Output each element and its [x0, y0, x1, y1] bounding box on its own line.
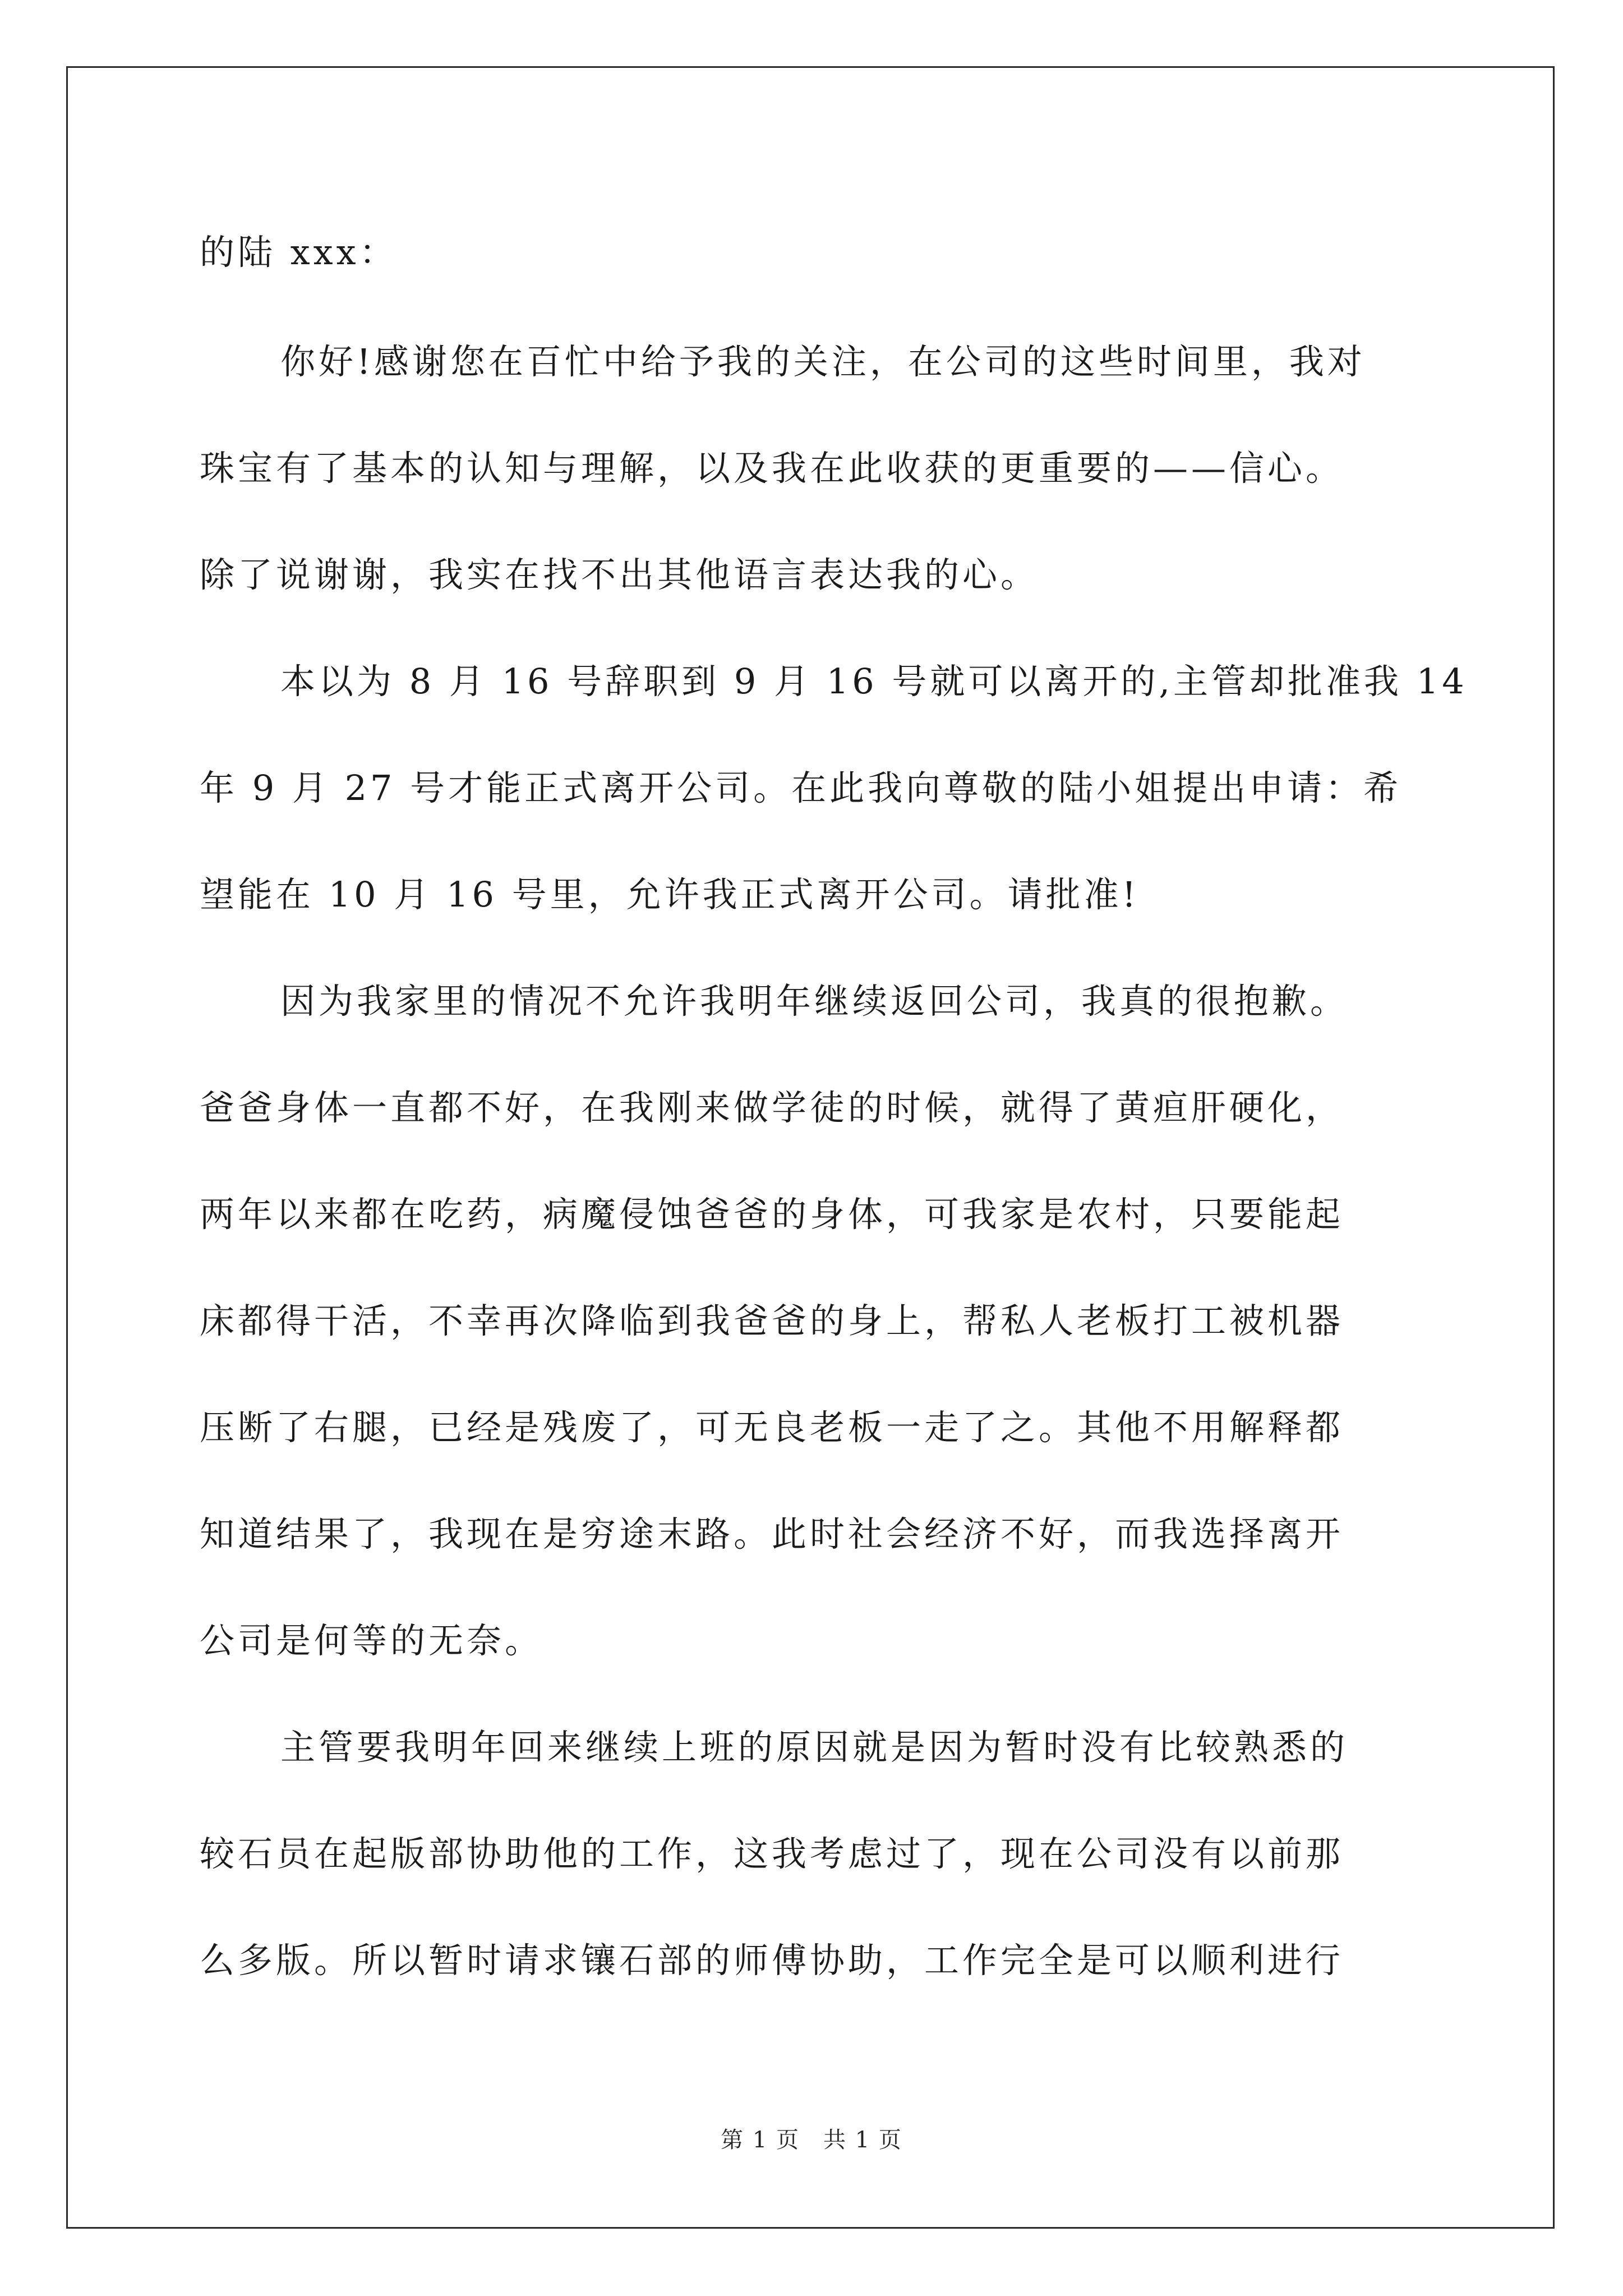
- paragraph-line: 本以为 8 月 16 号辞职到 9 月 16 号就可以离开的,主管却批准我 14: [280, 661, 1468, 702]
- page-border: [66, 66, 1555, 2229]
- paragraph-line: 公司是何等的无奈。: [200, 1620, 543, 1661]
- paragraph-line: 你好!感谢您在百忙中给予我的关注，在公司的这些时间里，我对: [280, 341, 1366, 382]
- paragraph-line: 主管要我明年回来继续上班的原因就是因为暂时没有比较熟悉的: [280, 1727, 1349, 1768]
- paragraph-line: 两年以来都在吃药，病魔侵蚀爸爸的身体，可我家是农村，只要能起: [200, 1194, 1344, 1235]
- paragraph-line: 年 9 月 27 号才能正式离开公司。在此我向尊敬的陆小姐提出申请：希: [200, 767, 1402, 808]
- paragraph-line: 较石员在起版部协助他的工作，这我考虑过了，现在公司没有以前那: [200, 1833, 1344, 1874]
- paragraph-line: 知道结果了，我现在是穷途末路。此时社会经济不好，而我选择离开: [200, 1513, 1344, 1554]
- salutation-line: 的陆 xxx：: [200, 232, 398, 273]
- paragraph-line: 床都得干活，不幸再次降临到我爸爸的身上，帮私人老板打工被机器: [200, 1300, 1344, 1341]
- paragraph-line: 爸爸身体一直都不好，在我刚来做学徒的时候，就得了黄疸肝硬化，: [200, 1087, 1344, 1128]
- paragraph-line: 么多版。所以暂时请求镶石部的师傅协助，工作完全是可以顺利进行: [200, 1940, 1344, 1981]
- page-footer: 第 1 页 共 1 页: [721, 2127, 902, 2153]
- paragraph-line: 压断了右腿，已经是残废了，可无良老板一走了之。其他不用解释都: [200, 1407, 1344, 1448]
- paragraph-line: 除了说谢谢，我实在找不出其他语言表达我的心。: [200, 554, 1039, 595]
- paragraph-line: 因为我家里的情况不允许我明年继续返回公司，我真的很抱歉。: [280, 981, 1349, 1022]
- paragraph-line: 望能在 10 月 16 号里，允许我正式离开公司。请批准!: [200, 874, 1140, 915]
- paragraph-line: 珠宝有了基本的认知与理解，以及我在此收获的更重要的——信心。: [200, 448, 1344, 489]
